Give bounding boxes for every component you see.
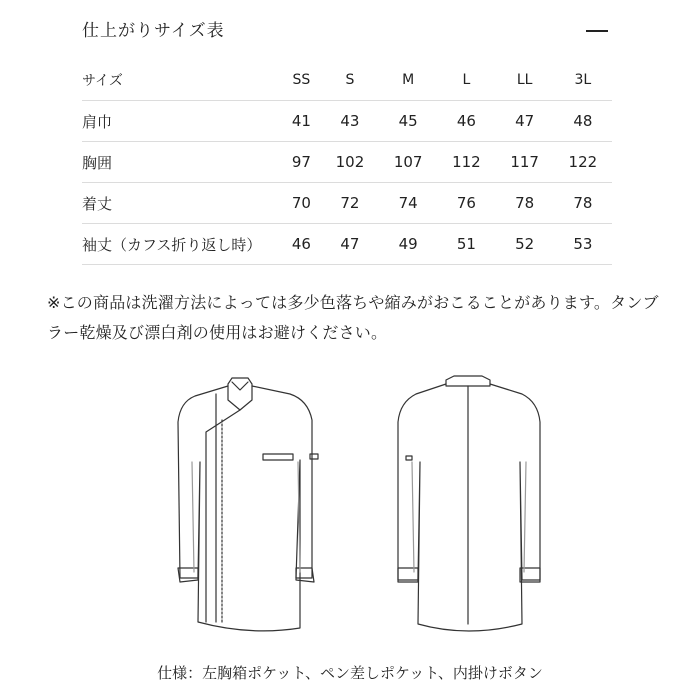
table-row [82,142,612,183]
table-row [82,183,612,224]
table-cell: 45 [379,101,437,142]
table-cell: 41 [282,101,321,142]
table-row [82,101,612,142]
table-row [82,224,612,265]
table-cell: 70 [282,183,321,224]
table-cell: 47 [321,224,379,265]
table-cell: 43 [321,101,379,142]
table-cell: 51 [437,224,495,265]
size-header: L [437,60,495,101]
garment-drawing [140,372,570,652]
table-cell: 76 [437,183,495,224]
care-note: ※この商品は洗濯方法によっては多少色落ちや縮みがおこることがあります。タンブラー乾燥及び漂白剤の使用はお避けください。 [47,293,659,342]
table-cell: 122 [554,142,612,183]
size-header: 3L [554,60,612,101]
table-cell: 46 [437,101,495,142]
table-cell: 107 [379,142,437,183]
size-header: M [379,60,437,101]
size-header: LL [496,60,554,101]
size-table [82,60,612,265]
table-cell: 47 [496,101,554,142]
size-header: SS [282,60,321,101]
table-cell: 46 [282,224,321,265]
header-label: サイズ [82,60,282,101]
table-cell: 72 [321,183,379,224]
table-cell: 48 [554,101,612,142]
table-cell: 102 [321,142,379,183]
row-label: 袖丈（カフス折り返し時） [82,224,282,265]
minus-icon[interactable] [586,30,608,32]
page-title: 仕上がりサイズ表 [82,21,225,41]
table-cell: 49 [379,224,437,265]
jacket-front-illustration [178,378,318,631]
table-cell: 112 [437,142,495,183]
table-cell: 78 [496,183,554,224]
spec-caption: 仕様：左胸箱ポケット、ペン差しポケット、内掛けボタン [157,664,543,682]
table-cell: 117 [496,142,554,183]
table-header-row [82,60,612,101]
jacket-back-illustration [398,376,540,631]
table-cell: 53 [554,224,612,265]
table-cell: 74 [379,183,437,224]
size-header: S [321,60,379,101]
row-label: 着丈 [82,183,282,224]
table-cell: 52 [496,224,554,265]
row-label: 肩巾 [82,101,282,142]
row-label: 胸囲 [82,142,282,183]
table-cell: 78 [554,183,612,224]
table-cell: 97 [282,142,321,183]
